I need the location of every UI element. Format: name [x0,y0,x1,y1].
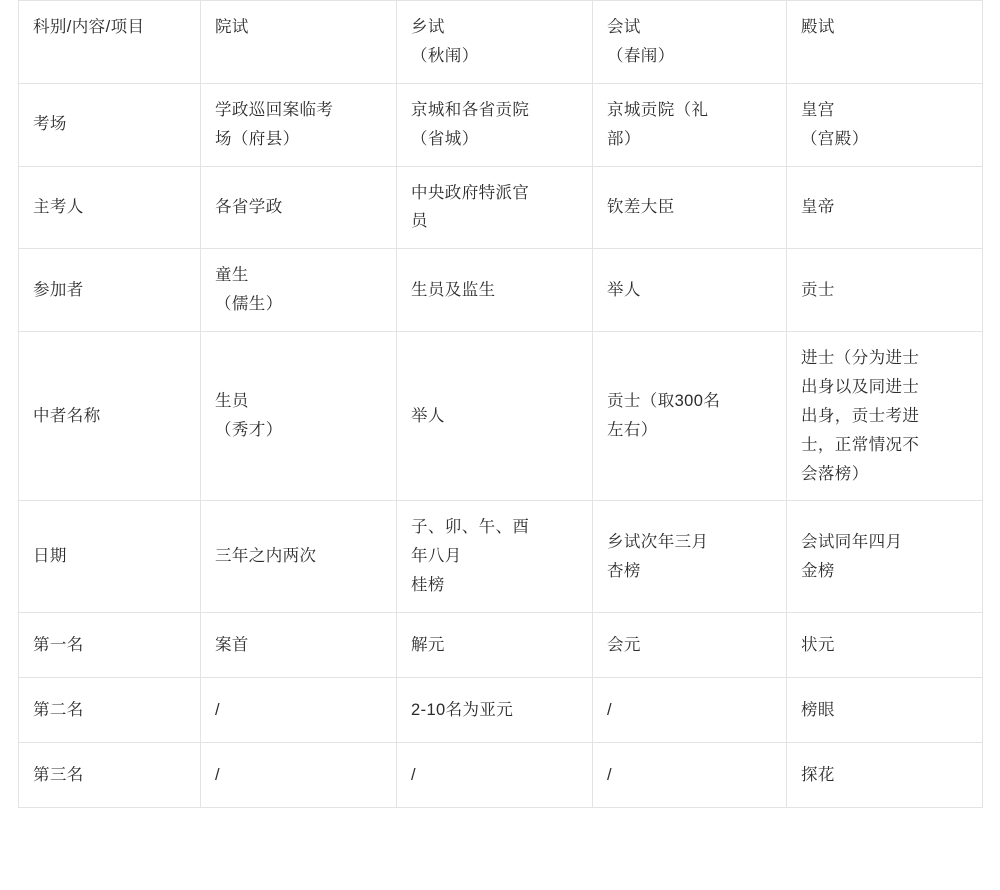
table-cell: 乡试次年三月 杏榜 [593,501,787,613]
table-cell: 皇宫 （宫殿） [787,83,983,166]
table-row [19,83,983,166]
table-cell: 子、卯、午、酉 年八月 桂榜 [397,501,593,613]
header-subline-3: （春闱） [607,46,675,65]
table-cell: 京城贡院（礼 部） [593,83,787,166]
table-cell: 钦差大臣 [593,166,787,249]
table-cell: 举人 [593,249,787,332]
row-label: 考场 [19,83,201,166]
header-subline-2: （秋闱） [411,46,479,65]
table-cell: 状元 [787,613,983,678]
table-row [19,166,983,249]
row-label: 参加者 [19,249,201,332]
table-row [19,678,983,743]
header-cell-2 [397,1,593,84]
table-cell: 贡士（取300名 左右） [593,332,787,501]
table-cell: / [593,743,787,808]
table-row [19,249,983,332]
table-cell: 案首 [201,613,397,678]
table-cell: 进士（分为进士 出身以及同进士 出身，贡士考进 士，正常情况不 会落榜） [787,332,983,501]
header-cell-4 [787,1,983,84]
table-cell: 会元 [593,613,787,678]
table-body [19,1,983,808]
header-cell-3 [593,1,787,84]
table-row [19,613,983,678]
table-cell: 举人 [397,332,593,501]
imperial-exam-table [18,0,983,808]
table-cell: 解元 [397,613,593,678]
table-cell: 生员 （秀才） [201,332,397,501]
table-row [19,332,983,501]
table-cell: 三年之内两次 [201,501,397,613]
header-label-1: 院试 [215,18,249,36]
header-label-2: 乡试 [411,18,445,36]
table-cell: / [397,743,593,808]
table-cell: 童生 （儒生） [201,249,397,332]
table-cell: 京城和各省贡院 （省城） [397,83,593,166]
header-cell-1 [201,1,397,84]
table-cell: 生员及监生 [397,249,593,332]
table-cell: 探花 [787,743,983,808]
table-cell: 各省学政 [201,166,397,249]
table-header-row [19,1,983,84]
row-label: 第三名 [19,743,201,808]
header-cell-0 [19,1,201,84]
table-cell: / [201,743,397,808]
header-label-3: 会试 [607,18,641,36]
table-cell: 学政巡回案临考 场（府县） [201,83,397,166]
table-cell: 2-10名为亚元 [397,678,593,743]
row-label: 主考人 [19,166,201,249]
table-row [19,743,983,808]
table-row [19,501,983,613]
table-cell: 中央政府特派官 员 [397,166,593,249]
row-label: 日期 [19,501,201,613]
table-cell: 会试同年四月 金榜 [787,501,983,613]
table-cell: 贡士 [787,249,983,332]
row-label: 第二名 [19,678,201,743]
row-label: 中者名称 [19,332,201,501]
header-label-0: 科别/内容/项目 [33,18,145,36]
header-label-4: 殿试 [801,18,835,36]
row-label: 第一名 [19,613,201,678]
table-cell: / [201,678,397,743]
table-cell: 榜眼 [787,678,983,743]
table-cell: 皇帝 [787,166,983,249]
table-cell: / [593,678,787,743]
